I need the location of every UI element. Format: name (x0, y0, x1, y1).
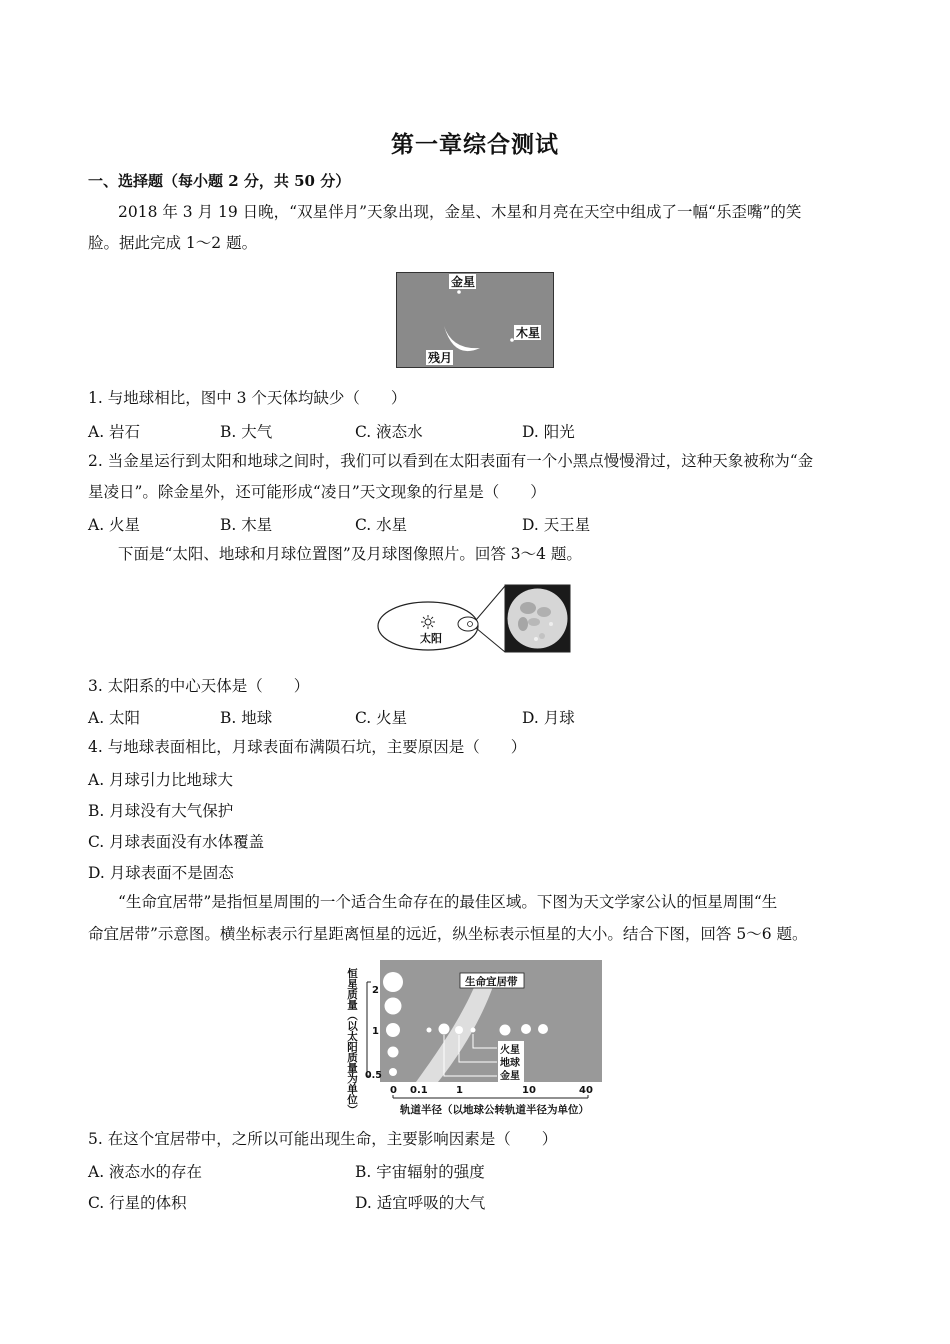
x-tick-0-1: 0.1 (410, 1085, 428, 1096)
question-1-option-b: B. 大气 (220, 423, 273, 441)
earth-dot (455, 1026, 463, 1034)
y-tick-0-5: 0.5 (365, 1070, 382, 1081)
x-tick-10: 10 (522, 1085, 536, 1096)
mars-label: 火星 (500, 1045, 520, 1056)
x-tick-40: 40 (579, 1085, 593, 1096)
question-5-option-a: A. 液态水的存在 (88, 1163, 203, 1181)
y-tick-1: 1 (372, 1026, 379, 1037)
svg-text:恒星质量（以太阳质量为单位）: 恒星质量（以太阳质量为单位） (346, 968, 358, 1115)
x-tick-1: 1 (456, 1085, 463, 1096)
star (388, 1047, 399, 1058)
question-2-stem-line-2: 星凌日”。除金星外，还可能形成“凌日”天文现象的行星是（ ） (88, 483, 546, 501)
intro-1-line-2: 脸。据此完成 1～2 题。 (88, 234, 258, 252)
venus-dot (439, 1024, 450, 1035)
star (386, 1023, 400, 1037)
intro-1-line-1: 2018 年 3 月 19 日晚，“双星伴月”天象出现，金星、木星和月亮在天空中组成了一幅“乐歪嘴”的笑 (118, 203, 802, 221)
question-5-option-d: D. 适宜呼吸的大气 (355, 1194, 486, 1212)
question-1-option-c: C. 液态水 (355, 423, 423, 441)
section-heading: 一、选择题（每小题 2 分，共 50 分） (88, 172, 351, 190)
question-4-stem: 4. 与地球表面相比，月球表面布满陨石坑，主要原因是（ ） (88, 738, 527, 756)
earth-dot (468, 622, 473, 627)
jupiter-label: 木星 (516, 326, 541, 340)
question-5-stem: 5. 在这个宜居带中，之所以可能出现生命，主要影响因素是（ ） (88, 1130, 558, 1148)
earth-label: 地球 (500, 1058, 520, 1069)
question-2-option-b: B. 木星 (220, 516, 273, 534)
intro-3-line-1: “生命宜居带”是指恒星周围的一个适合生命存在的最佳区域。下图为天文学家公认的恒星周围“生 (118, 893, 778, 911)
question-3-stem: 3. 太阳系的中心天体是（ ） (88, 677, 310, 695)
question-1-option-a: A. 岩石 (88, 423, 141, 441)
question-3-option-c: C. 火星 (355, 709, 408, 727)
question-1-stem: 1. 与地球相比，图中 3 个天体均缺少（ ） (88, 389, 407, 407)
zone-label: 生命宜居带 (465, 976, 518, 988)
planet-dot (427, 1028, 432, 1033)
planet-dot (500, 1025, 511, 1036)
habitable-zone-figure (338, 958, 608, 1120)
x-axis-label: 轨道半径（以地球公转轨道半径为单位） (400, 1104, 589, 1116)
moon-label: 残月 (428, 351, 453, 365)
y-axis-label (346, 967, 358, 1115)
question-2-option-a: A. 火星 (88, 516, 141, 534)
sky-figure (396, 272, 554, 368)
question-2-option-d: D. 天王星 (522, 516, 591, 534)
page-title: 第一章综合测试 (391, 131, 559, 158)
question-4-option-d: D. 月球表面不是固态 (88, 864, 234, 882)
sun-earth-moon-figure (376, 584, 572, 654)
question-3-option-b: B. 地球 (220, 709, 273, 727)
x-tick-0: 0 (390, 1085, 397, 1096)
question-3-option-d: D. 月球 (522, 709, 575, 727)
question-5-option-c: C. 行星的体积 (88, 1194, 187, 1212)
intro-3-line-2: 命宜居带”示意图。横坐标表示行星距离恒星的远近，纵坐标表示恒星的大小。结合下图，回答 5～6 题。 (88, 925, 808, 943)
sun-icon (421, 615, 435, 629)
question-1-option-d: D. 阳光 (522, 423, 575, 441)
sun-label: 太阳 (420, 632, 442, 645)
planet-dot (538, 1024, 548, 1034)
question-4-option-b: B. 月球没有大气保护 (88, 802, 234, 820)
y-tick-2: 2 (372, 985, 379, 996)
question-3-option-a: A. 太阳 (88, 709, 141, 727)
star (385, 998, 402, 1015)
jupiter-dot (510, 338, 514, 342)
question-2-option-c: C. 水星 (355, 516, 408, 534)
question-4-option-a: A. 月球引力比地球大 (88, 771, 234, 789)
mars-dot (471, 1028, 476, 1033)
star-small (389, 1068, 397, 1076)
intro-2: 下面是“太阳、地球和月球位置图”及月球图像照片。回答 3～4 题。 (118, 545, 582, 563)
venus-dot (457, 290, 461, 294)
venus-label: 金星 (451, 275, 476, 289)
star-large (383, 972, 403, 992)
question-4-option-c: C. 月球表面没有水体覆盖 (88, 833, 265, 851)
venus-label: 金星 (500, 1071, 520, 1082)
planet-dot (521, 1024, 531, 1034)
question-5-option-b: B. 宇宙辐射的强度 (355, 1163, 485, 1181)
question-2-stem-line-1: 2. 当金星运行到太阳和地球之间时，我们可以看到在太阳表面有一个小黑点慢慢滑过，这种天象被称为“金 (88, 452, 814, 470)
